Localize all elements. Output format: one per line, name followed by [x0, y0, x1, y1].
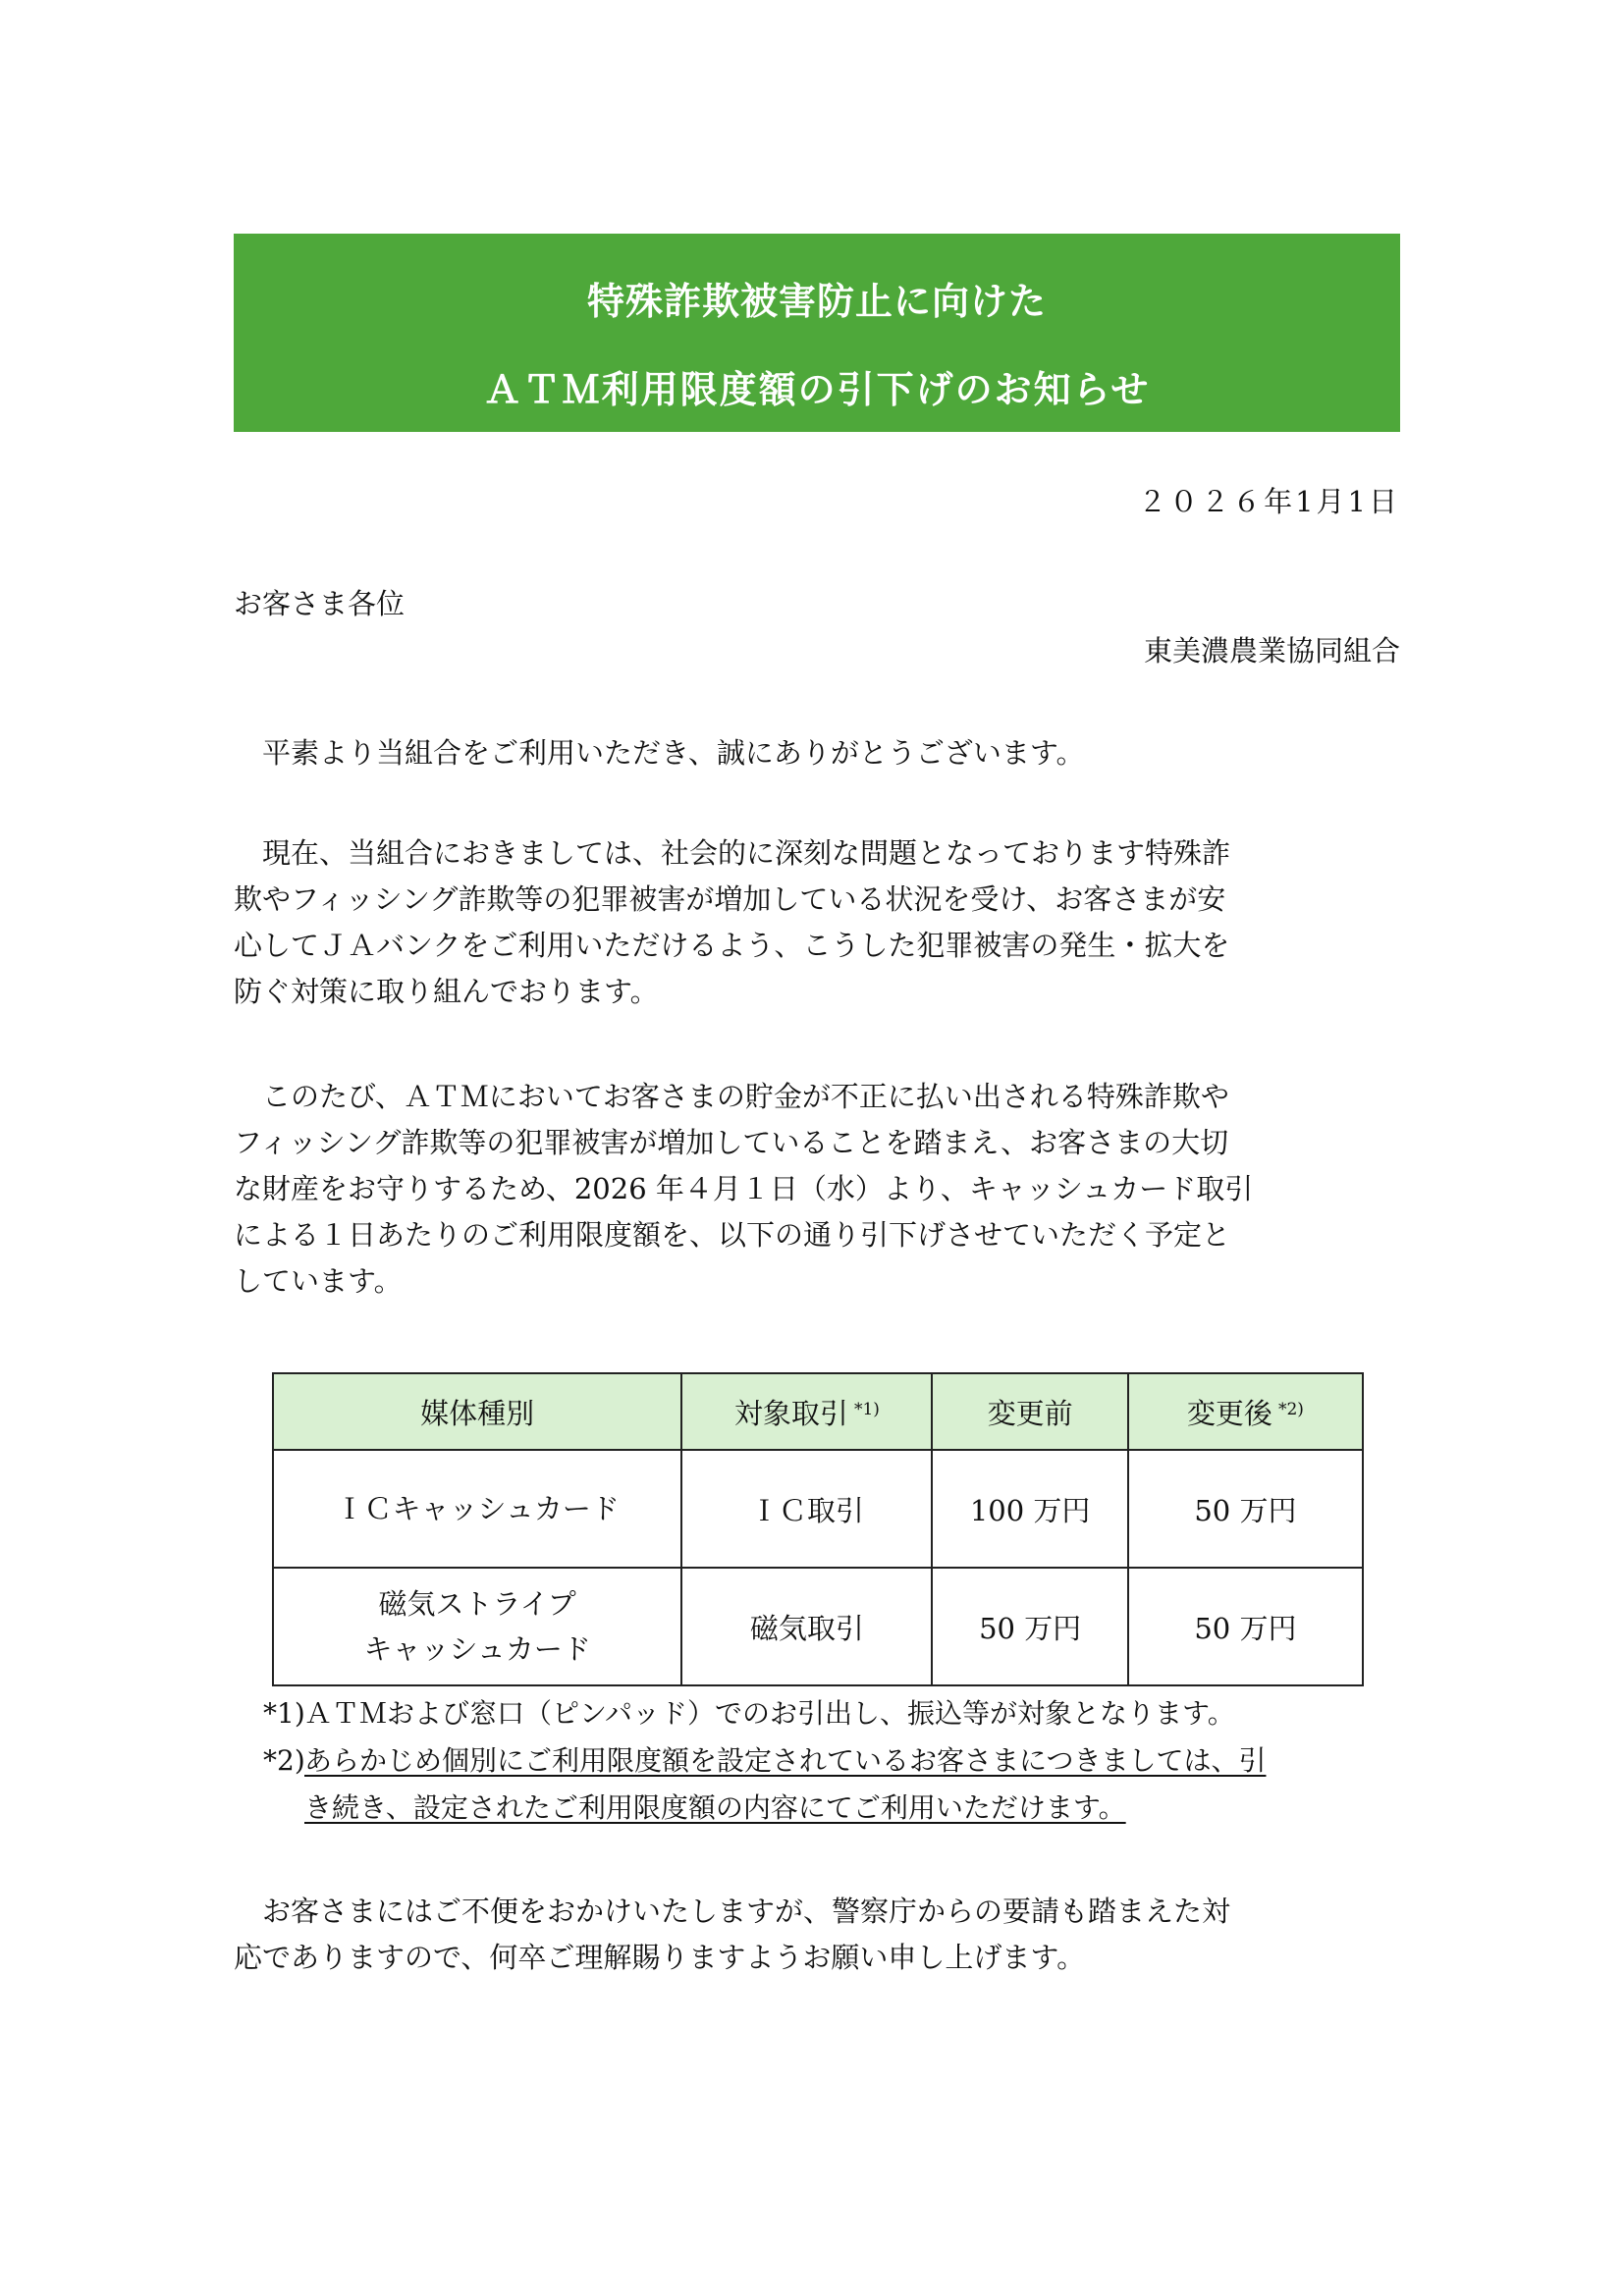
cell-after: 50 万円	[1128, 1568, 1363, 1685]
table-header-row	[273, 1373, 1363, 1450]
paragraph-line: な財産をお守りするため、2026 年４月１日（水）より、キャッシュカード取引	[234, 1172, 1254, 1205]
paragraph-line: による１日あたりのご利用限度額を、以下の通り引下げさせていただく予定と	[234, 1218, 1231, 1252]
limit-change-table	[272, 1372, 1364, 1686]
background-paragraph	[234, 830, 1402, 1015]
footnote-mark: *1)	[263, 1697, 305, 1730]
paragraph-line: このたび、ＡＴＭにおいてお客さまの貯金が不正に払い出される特殊詐欺や	[262, 1080, 1229, 1113]
title-line-2: ＡＴＭ利用限度額の引下げのお知らせ	[483, 368, 1151, 411]
cell-transaction: ＩＣ取引	[681, 1450, 932, 1568]
cell-before: 100 万円	[932, 1450, 1127, 1568]
sender-name: 東美濃農業協同組合	[1143, 634, 1400, 667]
notice-date: ２０２６年1月1日	[1138, 485, 1400, 518]
cell-transaction: 磁気取引	[681, 1568, 932, 1685]
table-row	[273, 1450, 1363, 1568]
footnote-ref-2: *2)	[1277, 1399, 1304, 1419]
title-banner	[234, 234, 1400, 432]
header-after: 変更後 $^{*2)}$	[1128, 1373, 1363, 1450]
addressee: お客さま各位	[234, 587, 406, 620]
header-media-type: 媒体種別	[273, 1373, 681, 1450]
title-line-1: 特殊詐欺被害防止に向けた	[586, 280, 1047, 323]
closing-paragraph	[234, 1889, 1402, 1981]
footnote-ref-1: *1)	[853, 1399, 880, 1419]
cell-before: 50 万円	[932, 1568, 1127, 1685]
cell-media-type: ＩＣキャッシュカード	[273, 1450, 681, 1568]
greeting-paragraph	[234, 730, 1402, 776]
paragraph-line: お客さまにはご不便をおかけいたしますが、警察庁からの要請も踏まえた対	[262, 1895, 1231, 1928]
table-row	[273, 1568, 1363, 1685]
header-transaction: 対象取引 $^{*1)}$	[681, 1373, 932, 1450]
footnote-2-continuation	[263, 1785, 1266, 1832]
paragraph-line: 現在、当組合におきましては、社会的に深刻な問題となっております特殊詐	[262, 836, 1231, 870]
cell-media-type: 磁気ストライプ キャッシュカード	[273, 1568, 681, 1685]
footnote-1	[263, 1690, 1266, 1737]
footnote-text: ＡＴＭおよび窓口（ピンパッド）でのお引出し、振込等が対象となります。	[304, 1697, 1235, 1730]
paragraph-line: しています。	[234, 1264, 403, 1298]
paragraph-line: 欺やフィッシング詐欺等の犯罪被害が増加している状況を受け、お客さまが安	[234, 882, 1226, 916]
paragraph-line: 平素より当組合をご利用いただき、誠にありがとうございます。	[262, 736, 1085, 770]
paragraph-line: フィッシング詐欺等の犯罪被害が増加していることを踏まえ、お客さまの大切	[234, 1126, 1229, 1159]
cell-after: 50 万円	[1128, 1450, 1363, 1568]
footnote-mark: *2)	[263, 1744, 305, 1777]
paragraph-line: 応でありますので、何卒ご理解賜りますようお願い申し上げます。	[234, 1941, 1086, 1974]
footnote-text: き続き、設定されたご利用限度額の内容にてご利用いただけます。	[304, 1791, 1126, 1824]
footnote-2	[263, 1737, 1266, 1785]
paragraph-line: 防ぐ対策に取り組んでおります。	[234, 975, 659, 1008]
footnote-text: あらかじめ個別にご利用限度額を設定されているお客さまにつきましては、引	[304, 1744, 1267, 1777]
header-before: 変更前	[932, 1373, 1127, 1450]
announcement-paragraph	[234, 1074, 1402, 1305]
paragraph-line: 心してＪＡバンクをご利用いただけるよう、こうした犯罪被害の発生・拡大を	[234, 929, 1230, 962]
footnotes	[263, 1690, 1266, 1832]
